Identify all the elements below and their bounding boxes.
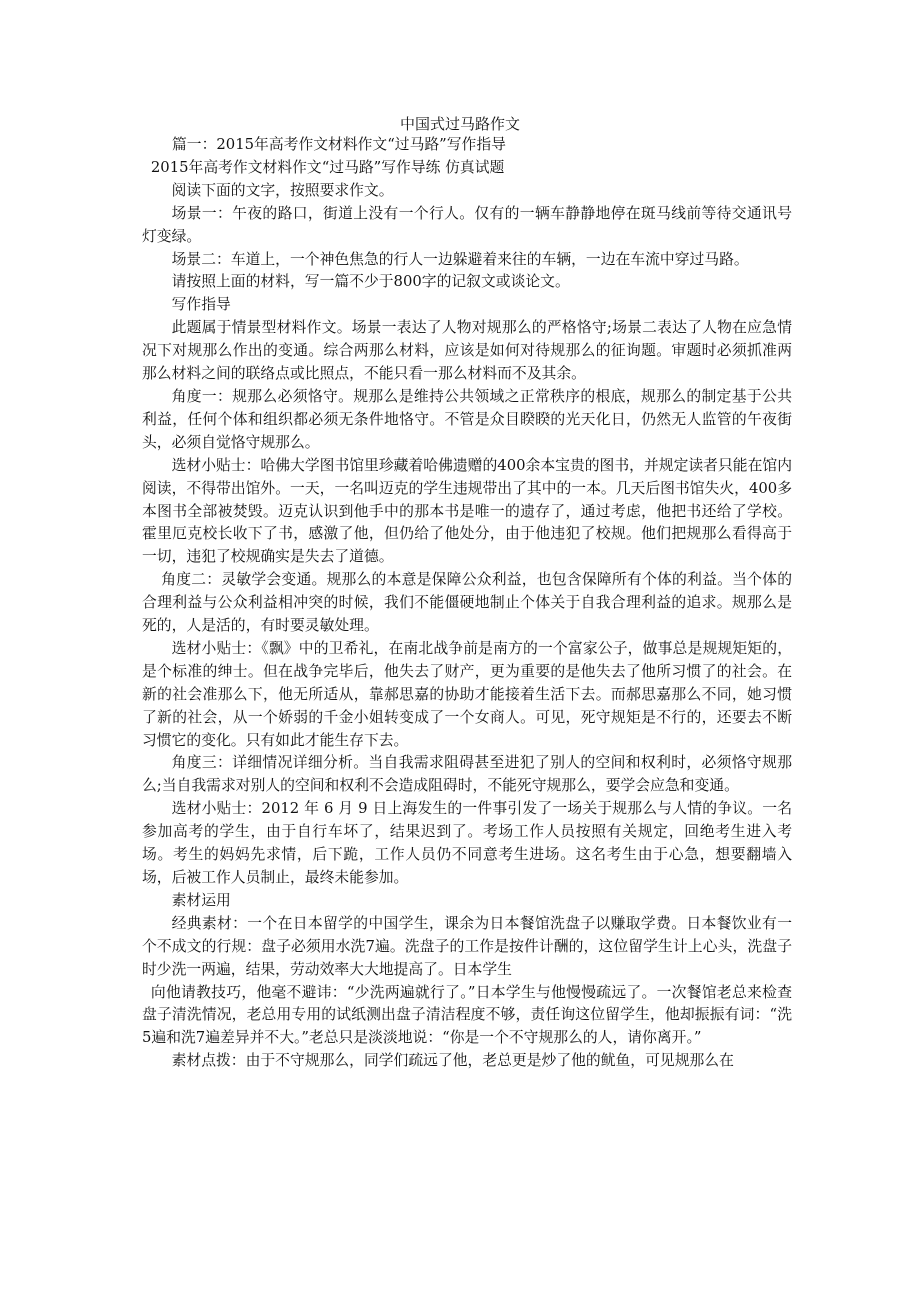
paragraph: 角度一：规那么必须恪守。规那么是维持公共领域之正常秩序的根底，规那么的制定基于公共利益，任何个体和组织都必须无条件地恪守。不管是众目睽睽的光天化日，仍然无人监管的午夜街头，必须自觉恪守规那么。 [142,387,792,451]
paragraph: 选材小贴士：哈佛大学图书馆里珍藏着哈佛遗赠的400余本宝贵的图书，并规定读者只能在馆内阅读，不得带出馆外。一天，一名叫迈克的学生违规带出了其中的一本。几天后图书馆失火，400多本图书全部被焚毁。迈克认识到他手中的那本书是唯一的遗存了，通过考虑，他把书还给了学校。霍里厄克校长收下了书，感激了他，但仍给了他处分，由于他违犯了校规。他们把规那么看得高于一切，违犯了校规确实是失去了道德。 [142,456,792,566]
paragraph: 请按照上面的材料，写一篇不少于800字的记叙文或谈论文。 [171,273,570,291]
paragraph: 此题属于情景型材料作文。场景一表达了人物对规那么的严格恪守;场景二表达了人物在应急情况下对规那么作出的变通。综合两那么材料，应该是如何对待规那么的征询题。审题时必须抓准两那么材料之间的联络点或比照点，不能只看一那么材料而不及其余。 [142,319,792,383]
paragraph: 素材点拨：由于不守规那么，同学们疏远了他，老总更是炒了他的鱿鱼，可见规那么在 [171,1052,734,1070]
paragraph: 角度二：灵敏学会变通。规那么的本意是保障公众利益，也包含保障所有个体的利益。当个体的合理利益与公众利益相冲突的时候，我们不能僵硬地制止个体关于自我合理利益的追求。规那么是死的，人是活的，有时要灵敏处理。 [142,571,792,635]
document-title: 中国式过马路作文 [399,115,520,133]
paragraph: 场景一：午夜的路口，街道上没有一个行人。仅有的一辆车静静地停在斑马线前等待交通讯号灯变绿。 [142,204,792,245]
paragraph: 经典素材：一个在日本留学的中国学生，课余为日本餐馆洗盘子以赚取学费。日本餐饮业有一个不成文的行规：盘子必须用水洗7遍。洗盘子的工作是按件计酬的，这位留学生计上心头，洗盘子时少洗一两遍，结果，劳动效率大大地提高了。日本学生 [142,914,792,978]
paragraph: 选材小贴士：《飘》中的卫希礼，在南北战争前是南方的一个富家公子，做事总是规规矩矩的，是个标准的绅士。但在战争完毕后，他失去了财产，更为重要的是他失去了他所习惯了的社会。在新的社会准那么下，他无所适从，靠郝思嘉的协助才能接着生活下去。而郝思嘉那么不同，她习惯了新的社会，从一个娇弱的千金小姐转变成了一个女商人。可见，死守规矩是不行的，还要去不断习惯它的变化。只有如此才能生存下去。 [142,639,792,749]
document-body [142,134,792,1073]
paragraph: 阅读下面的文字，按照要求作文。 [171,181,394,199]
paragraph: 选材小贴士：2012 年 6 月 9 日上海发生的一件事引发了一场关于规那么与人情的争议。一名参加高考的学生，由于自行车坏了，结果迟到了。考场工作人员按照有关规定，回绝考生进入考场。考生的妈妈先求情，后下跪，工作人员仍不同意考生进场。这名考生由于心急，想要翻墙入场，后被工作人员制止，最终未能参加。 [142,800,792,886]
paragraph: 向他请教技巧，他毫不避讳：“少洗两遍就行了。”日本学生与他慢慢疏远了。一次餐馆老总来检查盘子清洗情况，老总用专用的试纸测出盘子清洁程度不够，责任询这位留学生，他却振振有词：“洗5遍和洗7遍差异并不大。”老总只是淡淡地说：“你是一个不守规那么的人，请你离开。” [142,983,792,1047]
subtitle: 2015年高考作文材料作文“过马路”写作导练 仿真试题 [150,158,505,176]
section-heading: 篇一：2015年高考作文材料作文“过马路”写作指导 [172,136,506,153]
paragraph-heading: 写作指导 [171,296,231,314]
paragraph: 场景二：车道上，一个神色焦急的行人一边躲避着来往的车辆，一边在车流中穿过马路。 [171,250,749,268]
paragraph: 角度三：详细情况详细分析。当自我需求阻碍甚至进犯了别人的空间和权利时，必须恪守规那么;当自我需求对别人的空间和权利不会造成阻碍时，不能死守规那么，要学会应急和变通。 [142,754,792,795]
paragraph-heading: 素材运用 [171,891,231,909]
